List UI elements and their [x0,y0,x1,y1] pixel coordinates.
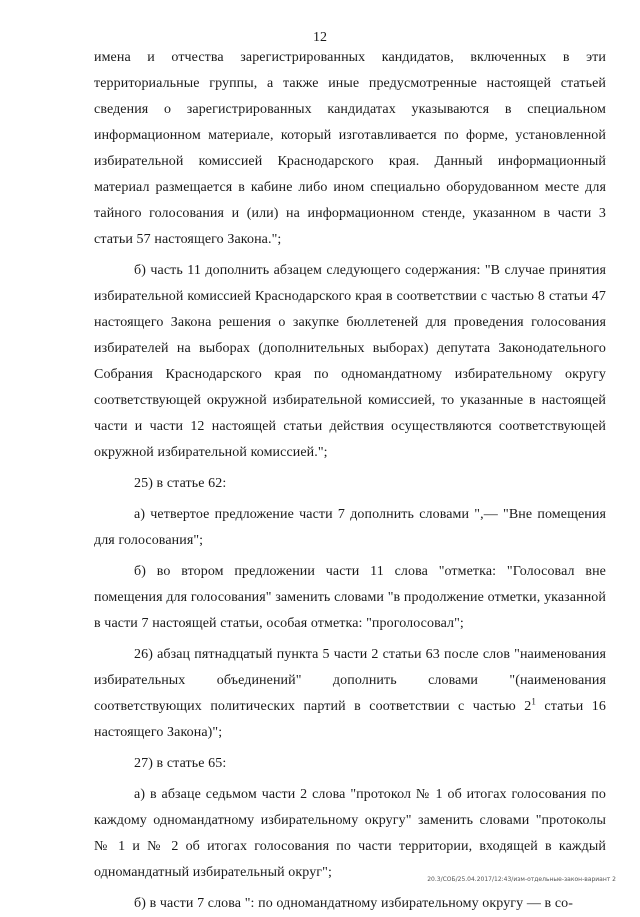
paragraph-item-27: 27) в статье 65: [134,756,227,771]
paragraph-item-b-part-11: б) часть 11 дополнить абзацем следующего содержания: "В случае принятия избирательной комиссией Краснодарского края в соответствии с частью 8 статьи 47 настоящего Закона решения о закупке бюллетеней для проведения голосования избирателей на выборах (дополнительных выборах) депутата Законодательного Собрания Краснодарского края по одномандатному избирательному округу соответствующей окружной избирательной комиссией, то указанные в настоящей части и части 12 настоящей статьи действия осуществляются соответствующей окружной избирательной комиссией."; [94,263,606,460]
paragraph-continuation: имена и отчества зарегистрированных кандидатов, включенных в эти территориальные группы, а также иные предусмотренные настоящей статьей сведения о зарегистрированных кандидатах указываются в специальном информационном материале, который изготавливается по форме, установленной избирательной комиссией Краснодарского края. Данный информационный материал размещается в кабине либо ином специально оборудованном месте для тайного голосования и (или) на информационном стенде, указанном в части 3 статьи 57 настоящего Закона."; [94,50,606,247]
paragraph-item-26 [94,642,606,746]
superscript-index: 1 [531,696,536,707]
paragraph-item-26-text-after: статьи 16 настоящего Закона)"; [94,699,606,740]
paragraph-item-a-part-2: а) в абзаце седьмом части 2 слова "протокол № 1 об итогах голосования по каждому одномандатному избирательному округу" заменить словами "протоколы № 1 и № 2 об итогах голосования по части территории, входящей в каждый одномандатный избирательный округ"; [94,787,606,880]
paragraph-item-b-part-7: б) в части 7 слова ": по одномандатному избирательному округу — в со- [134,896,574,911]
paragraph-item-b-part-11-article-62: б) во втором предложении части 11 слова "отметка: "Голосовал вне помещения для голосования" заменить словами "в продолжение отметки, указанной в части 7 настоящей статьи, особая отметка: "проголосовал"; [94,564,606,631]
paragraph-item-26-text-before: 26) абзац пятнадцатый пункта 5 части 2 статьи 63 после слов "наименования избирательных объединений" дополнить словами "(наименования соответствующих политических партий в соответствии с частью 2 [94,647,606,714]
document-footer-code: 20.3/СОБ/25.04.2017/12:43/изм-отдельные-закон-вариант 2 [427,876,616,883]
page-number: 12 [313,30,327,45]
paragraph-item-25: 25) в статье 62: [134,476,227,491]
paragraph-item-a-part-7: а) четвертое предложение части 7 дополнить словами ",— "Вне помещения для голосования"; [94,507,606,548]
document-body [94,45,606,917]
